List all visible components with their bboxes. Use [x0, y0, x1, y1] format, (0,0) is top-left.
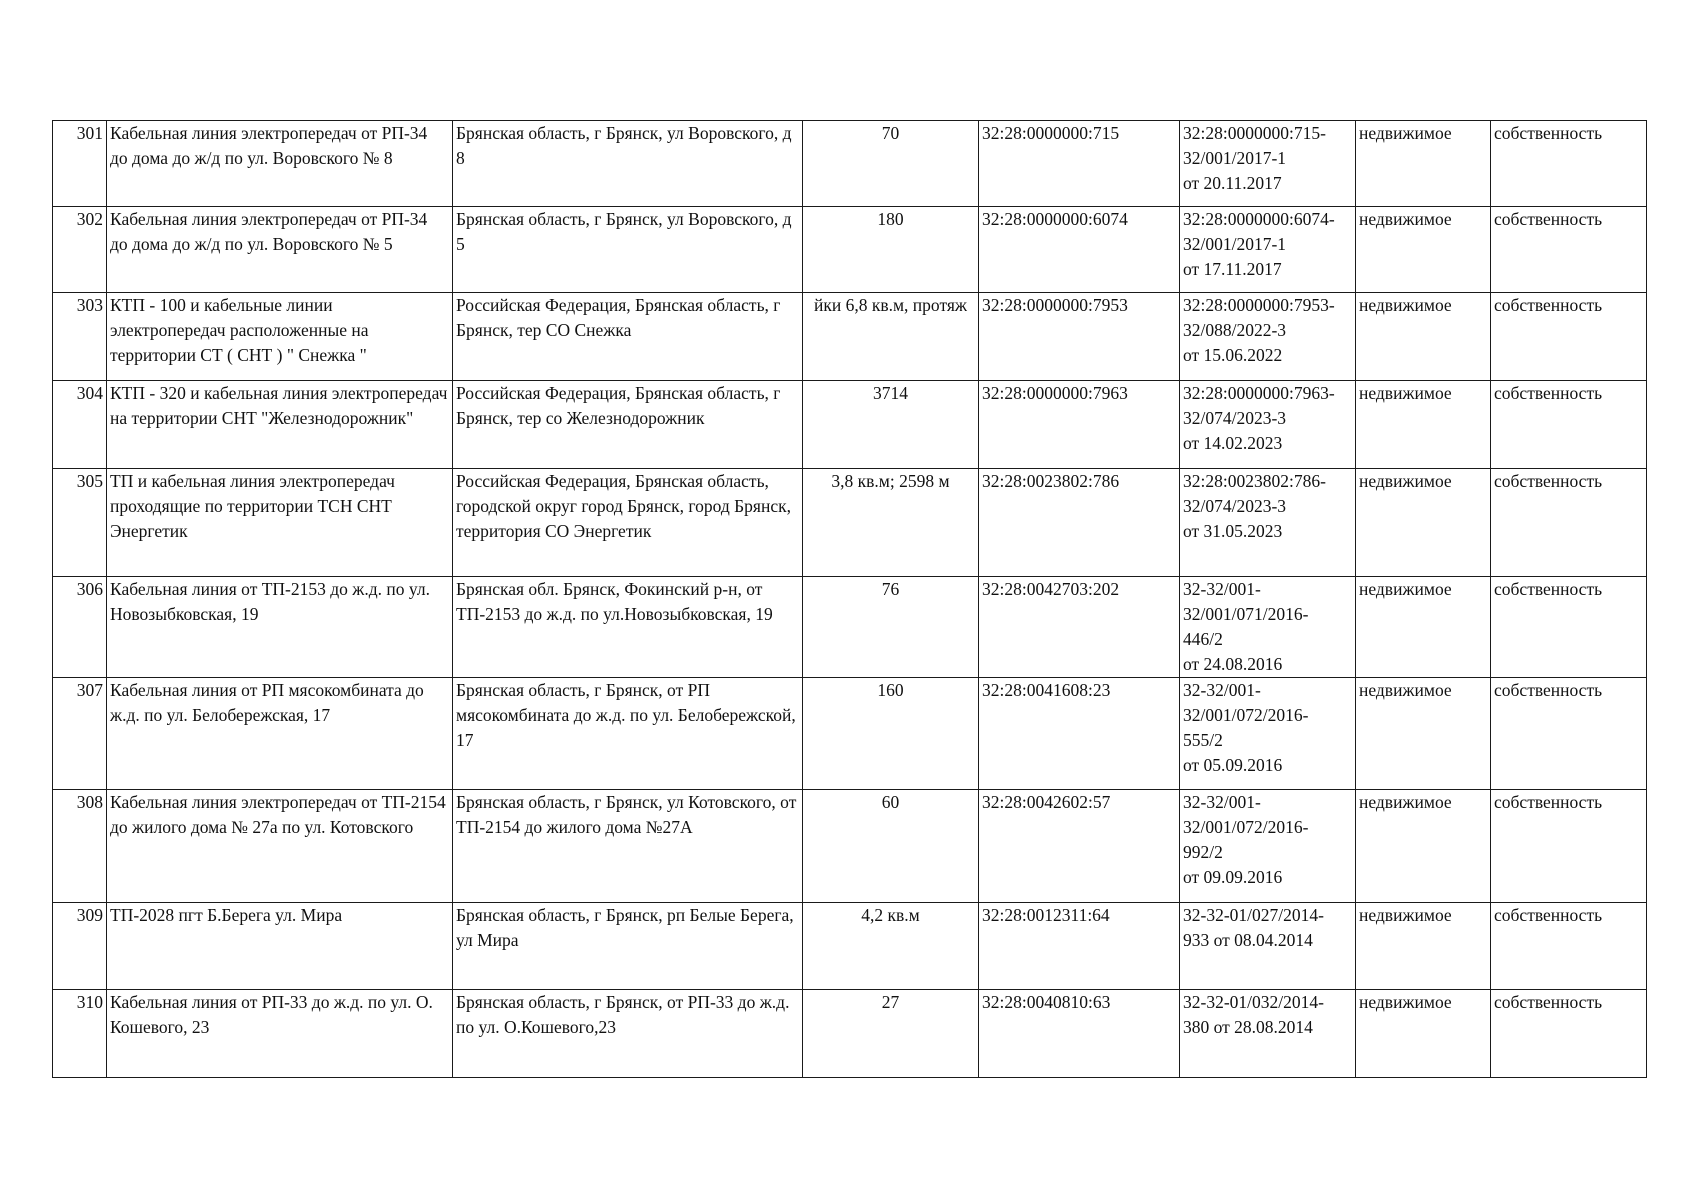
object-area: йки 6,8 кв.м, протяж [803, 293, 979, 381]
registration-line: от 17.11.2017 [1183, 259, 1282, 279]
object-name: ТП и кабельная линия электропередач проходящие по территории ТСН СНТ Энергетик [107, 469, 453, 577]
registration-line: 32-32-01/032/2014- [1183, 992, 1324, 1012]
property-kind: недвижимое [1356, 381, 1491, 469]
object-address: Брянская область, г Брянск, рп Белые Берега, ул Мира [453, 903, 803, 990]
object-address: Российская Федерация, Брянская область, городской округ город Брянск, город Брянск, территория СО Энергетик [453, 469, 803, 577]
property-kind: недвижимое [1356, 790, 1491, 903]
row-number: 308 [53, 790, 107, 903]
object-area: 27 [803, 990, 979, 1078]
table-row [53, 990, 1647, 1078]
registration-line: от 24.08.2016 [1183, 654, 1283, 674]
ownership-right: собственность [1491, 293, 1647, 381]
registration-line: от 05.09.2016 [1183, 755, 1283, 775]
object-area: 70 [803, 121, 979, 207]
row-number: 301 [53, 121, 107, 207]
object-name: Кабельная линия электропередач от ТП-2154 до жилого дома № 27а по ул. Котовского [107, 790, 453, 903]
property-kind: недвижимое [1356, 678, 1491, 790]
registration-line: 32:28:0000000:7953- [1183, 295, 1335, 315]
object-address: Российская Федерация, Брянская область, г Брянск, тер со Железнодорожник [453, 381, 803, 469]
object-address: Российская Федерация, Брянская область, г Брянск, тер СО Снежка [453, 293, 803, 381]
object-area: 4,2 кв.м [803, 903, 979, 990]
ownership-right: собственность [1491, 790, 1647, 903]
table-row [53, 903, 1647, 990]
row-number: 306 [53, 577, 107, 678]
object-name: ТП-2028 пгт Б.Берега ул. Мира [107, 903, 453, 990]
table-row [53, 678, 1647, 790]
object-name: Кабельная линия от ТП-2153 до ж.д. по ул. Новозыбковская, 19 [107, 577, 453, 678]
registration-line: 32-32/001- [1183, 792, 1261, 812]
registration-line: 32-32/001- [1183, 680, 1261, 700]
object-address: Брянская область, г Брянск, от РП мясокомбината до ж.д. по ул. Белобережской, 17 [453, 678, 803, 790]
registration-record [1180, 293, 1356, 381]
registration-record [1180, 381, 1356, 469]
cadastral-number: 32:28:0041608:23 [979, 678, 1180, 790]
registration-line: 32:28:0000000:7963- [1183, 383, 1335, 403]
registration-line: 32:28:0000000:715- [1183, 123, 1326, 143]
cadastral-number: 32:28:0023802:786 [979, 469, 1180, 577]
object-name: КТП - 100 и кабельные линии электропередач расположенные на территории СТ ( СНТ ) " Снежка " [107, 293, 453, 381]
property-registry-table [52, 120, 1647, 1078]
registration-line: 32/001/2017-1 [1183, 148, 1287, 168]
registration-line: 32-32-01/027/2014- [1183, 905, 1324, 925]
ownership-right: собственность [1491, 381, 1647, 469]
table-row [53, 121, 1647, 207]
registration-line: 380 от 28.08.2014 [1183, 1017, 1313, 1037]
property-kind: недвижимое [1356, 577, 1491, 678]
cadastral-number: 32:28:0000000:715 [979, 121, 1180, 207]
row-number: 307 [53, 678, 107, 790]
ownership-right: собственность [1491, 903, 1647, 990]
registration-line: 933 от 08.04.2014 [1183, 930, 1313, 950]
ownership-right: собственность [1491, 678, 1647, 790]
object-name: Кабельная линия от РП-33 до ж.д. по ул. О. Кошевого, 23 [107, 990, 453, 1078]
registration-line: 555/2 [1183, 730, 1223, 750]
object-name: Кабельная линия от РП мясокомбината до ж.д. по ул. Белобережская, 17 [107, 678, 453, 790]
registration-line: 992/2 [1183, 842, 1223, 862]
registration-record [1180, 207, 1356, 293]
registration-line: от 09.09.2016 [1183, 867, 1283, 887]
registration-record [1180, 903, 1356, 990]
table-row [53, 207, 1647, 293]
ownership-right: собственность [1491, 990, 1647, 1078]
object-address: Брянская область, г Брянск, ул Воровского, д 5 [453, 207, 803, 293]
registration-record [1180, 469, 1356, 577]
cadastral-number: 32:28:0042602:57 [979, 790, 1180, 903]
table-row [53, 469, 1647, 577]
cadastral-number: 32:28:0000000:6074 [979, 207, 1180, 293]
registration-record [1180, 678, 1356, 790]
registration-record [1180, 990, 1356, 1078]
row-number: 310 [53, 990, 107, 1078]
property-kind: недвижимое [1356, 990, 1491, 1078]
registration-line: 446/2 [1183, 629, 1223, 649]
table-row [53, 790, 1647, 903]
object-area: 60 [803, 790, 979, 903]
registration-line: 32:28:0000000:6074- [1183, 209, 1335, 229]
registration-line: 32/074/2023-3 [1183, 496, 1287, 516]
object-address: Брянская область, г Брянск, ул Воровского, д 8 [453, 121, 803, 207]
object-area: 76 [803, 577, 979, 678]
property-kind: недвижимое [1356, 121, 1491, 207]
cadastral-number: 32:28:0012311:64 [979, 903, 1180, 990]
registration-line: 32-32/001- [1183, 579, 1261, 599]
ownership-right: собственность [1491, 121, 1647, 207]
object-address: Брянская область, г Брянск, от РП-33 до ж.д. по ул. О.Кошевого,23 [453, 990, 803, 1078]
cadastral-number: 32:28:0042703:202 [979, 577, 1180, 678]
ownership-right: собственность [1491, 469, 1647, 577]
ownership-right: собственность [1491, 577, 1647, 678]
property-kind: недвижимое [1356, 207, 1491, 293]
registration-line: 32/001/071/2016- [1183, 604, 1309, 624]
row-number: 305 [53, 469, 107, 577]
row-number: 309 [53, 903, 107, 990]
object-address: Брянская область, г Брянск, ул Котовского, от ТП-2154 до жилого дома №27А [453, 790, 803, 903]
property-kind: недвижимое [1356, 293, 1491, 381]
registration-line: 32/001/072/2016- [1183, 705, 1309, 725]
property-kind: недвижимое [1356, 903, 1491, 990]
cadastral-number: 32:28:0040810:63 [979, 990, 1180, 1078]
cadastral-number: 32:28:0000000:7953 [979, 293, 1180, 381]
registration-record [1180, 790, 1356, 903]
registration-line: 32/074/2023-3 [1183, 408, 1287, 428]
object-area: 180 [803, 207, 979, 293]
table-row [53, 381, 1647, 469]
registration-line: 32/001/072/2016- [1183, 817, 1309, 837]
registration-line: от 31.05.2023 [1183, 521, 1283, 541]
table-row [53, 577, 1647, 678]
object-name: Кабельная линия электропередач от РП-34 до дома до ж/д по ул. Воровского № 8 [107, 121, 453, 207]
registration-line: от 14.02.2023 [1183, 433, 1283, 453]
object-area: 3,8 кв.м; 2598 м [803, 469, 979, 577]
ownership-right: собственность [1491, 207, 1647, 293]
object-name: Кабельная линия электропередач от РП-34 до дома до ж/д по ул. Воровского № 5 [107, 207, 453, 293]
registration-line: от 20.11.2017 [1183, 173, 1282, 193]
property-kind: недвижимое [1356, 469, 1491, 577]
row-number: 303 [53, 293, 107, 381]
row-number: 304 [53, 381, 107, 469]
object-name: КТП - 320 и кабельная линия электропередач на территории СНТ "Железнодорожник" [107, 381, 453, 469]
row-number: 302 [53, 207, 107, 293]
cadastral-number: 32:28:0000000:7963 [979, 381, 1180, 469]
registration-record [1180, 577, 1356, 678]
object-area: 160 [803, 678, 979, 790]
object-area: 3714 [803, 381, 979, 469]
registration-line: 32:28:0023802:786- [1183, 471, 1326, 491]
registration-line: от 15.06.2022 [1183, 345, 1283, 365]
table-row [53, 293, 1647, 381]
registration-line: 32/001/2017-1 [1183, 234, 1287, 254]
registration-line: 32/088/2022-3 [1183, 320, 1287, 340]
object-address: Брянская обл. Брянск, Фокинский р-н, от ТП-2153 до ж.д. по ул.Новозыбковская, 19 [453, 577, 803, 678]
registration-record [1180, 121, 1356, 207]
